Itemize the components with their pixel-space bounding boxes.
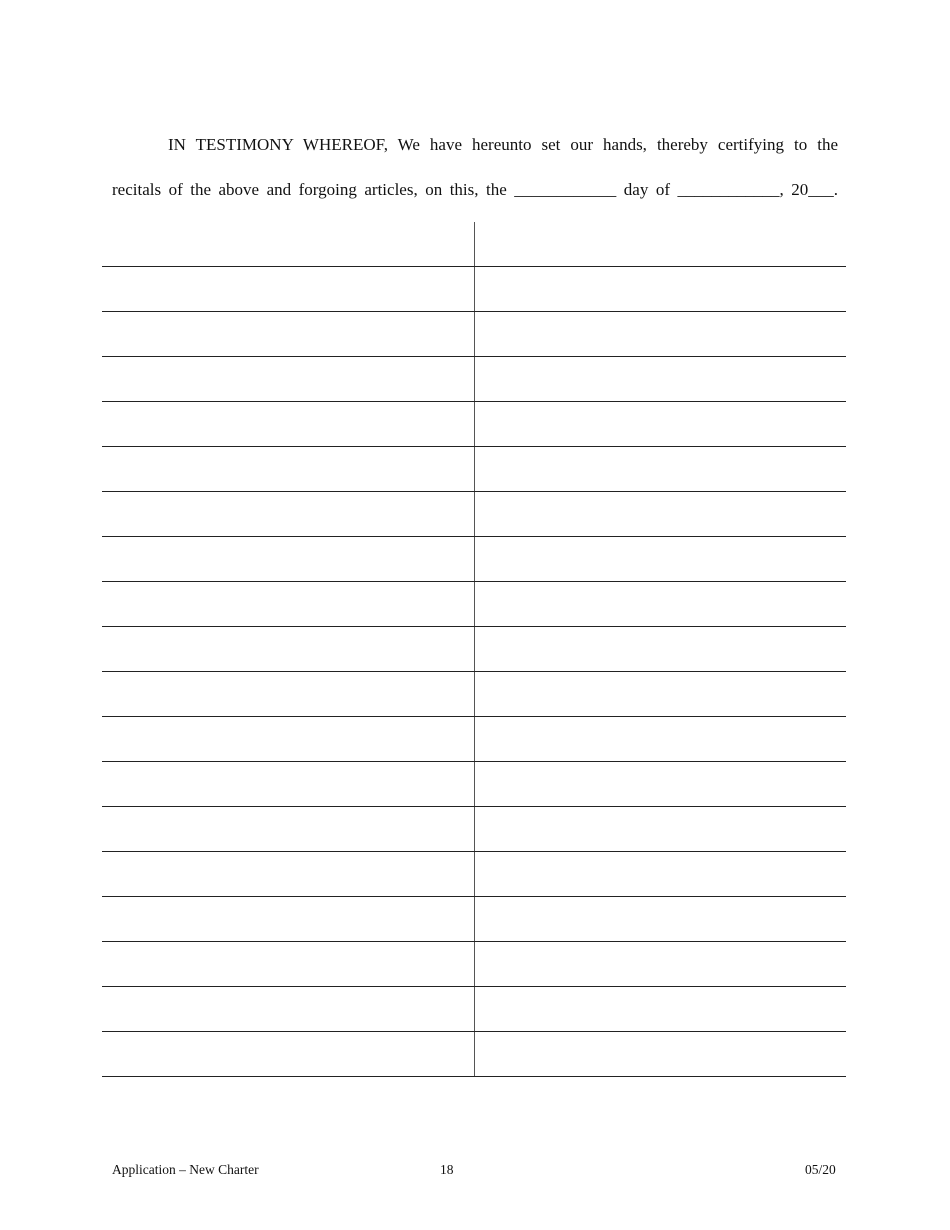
signature-row (102, 357, 846, 402)
signature-row (102, 852, 846, 897)
signature-line-left[interactable] (102, 942, 475, 987)
signature-row (102, 627, 846, 672)
testimony-line-2: recitals of the above and forgoing articles, on this, the ____________ day of ____________, 20___. (112, 180, 838, 199)
signature-line-left[interactable] (102, 852, 475, 897)
signature-line-left[interactable] (102, 402, 475, 447)
signature-row (102, 897, 846, 942)
signature-line-right[interactable] (475, 402, 846, 447)
signature-line-left[interactable] (102, 222, 475, 267)
signature-line-right[interactable] (475, 267, 846, 312)
signature-line-left[interactable] (102, 897, 475, 942)
signature-line-left[interactable] (102, 987, 475, 1032)
signature-row (102, 807, 846, 852)
signature-line-left[interactable] (102, 312, 475, 357)
signature-line-left[interactable] (102, 582, 475, 627)
signature-line-right[interactable] (475, 717, 846, 762)
signature-line-right[interactable] (475, 942, 846, 987)
signature-line-right[interactable] (475, 357, 846, 402)
signature-row (102, 717, 846, 762)
signature-row (102, 942, 846, 987)
signature-line-right[interactable] (475, 987, 846, 1032)
signature-row (102, 312, 846, 357)
signature-line-right[interactable] (475, 1032, 846, 1077)
signature-line-right[interactable] (475, 537, 846, 582)
signature-line-right[interactable] (475, 582, 846, 627)
signature-line-right[interactable] (475, 222, 846, 267)
signature-line-left[interactable] (102, 717, 475, 762)
signature-row (102, 447, 846, 492)
signature-table (102, 222, 846, 1077)
signature-line-right[interactable] (475, 852, 846, 897)
signature-line-right[interactable] (475, 627, 846, 672)
signature-row (102, 492, 846, 537)
signature-row (102, 537, 846, 582)
signature-line-right[interactable] (475, 897, 846, 942)
signature-line-left[interactable] (102, 267, 475, 312)
signature-row (102, 222, 846, 267)
signature-line-left[interactable] (102, 672, 475, 717)
footer-document-title: Application – New Charter (112, 1162, 259, 1177)
signature-row (102, 402, 846, 447)
signature-line-left[interactable] (102, 627, 475, 672)
testimony-line-1: IN TESTIMONY WHEREOF, We have hereunto set our hands, thereby certifying to the (168, 135, 838, 154)
signature-line-left[interactable] (102, 447, 475, 492)
signature-row (102, 1032, 846, 1077)
signature-line-left[interactable] (102, 492, 475, 537)
signature-line-left[interactable] (102, 1032, 475, 1077)
signature-line-right[interactable] (475, 762, 846, 807)
signature-row (102, 582, 846, 627)
signature-line-left[interactable] (102, 762, 475, 807)
signature-line-right[interactable] (475, 807, 846, 852)
signature-line-right[interactable] (475, 492, 846, 537)
signature-line-left[interactable] (102, 807, 475, 852)
signature-line-left[interactable] (102, 357, 475, 402)
signature-line-left[interactable] (102, 537, 475, 582)
signature-row (102, 987, 846, 1032)
signature-row (102, 267, 846, 312)
signature-line-right[interactable] (475, 312, 846, 357)
footer-page-number: 18 (440, 1162, 454, 1177)
signature-row (102, 672, 846, 717)
signature-row (102, 762, 846, 807)
footer-revision-date: 05/20 (805, 1162, 836, 1177)
signature-line-right[interactable] (475, 447, 846, 492)
signature-line-right[interactable] (475, 672, 846, 717)
